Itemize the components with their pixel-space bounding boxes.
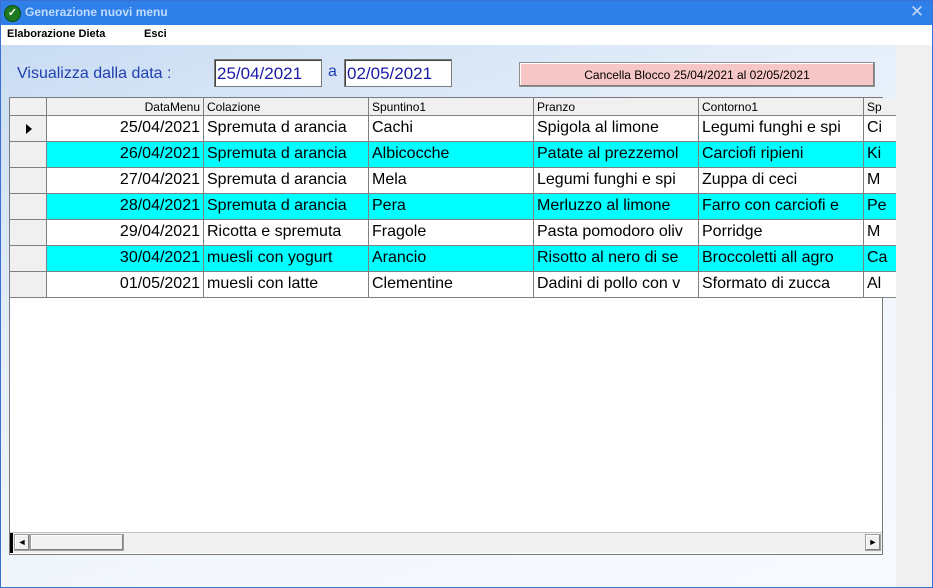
row-selector[interactable]: [10, 220, 47, 246]
table-cell-contorno1[interactable]: Carciofi ripieni: [699, 142, 864, 168]
table-cell-colazione[interactable]: Spremuta d arancia: [204, 116, 369, 142]
table-cell-spuntino1[interactable]: Clementine: [369, 272, 534, 298]
column-header-spuntino2[interactable]: Sp: [864, 98, 904, 116]
table-cell-contorno1[interactable]: Zuppa di ceci: [699, 168, 864, 194]
row-selector[interactable]: [10, 116, 47, 142]
table-cell-contorno1[interactable]: Porridge: [699, 220, 864, 246]
horizontal-scrollbar[interactable]: [10, 532, 882, 553]
table-cell-contorno1[interactable]: Legumi funghi e spi: [699, 116, 864, 142]
row-selector[interactable]: [10, 142, 47, 168]
scrollbar-thumb[interactable]: [30, 534, 124, 551]
table-cell-spuntino2[interactable]: Ci: [864, 116, 904, 142]
table-cell-colazione[interactable]: Ricotta e spremuta: [204, 220, 369, 246]
right-panel-strip: [896, 45, 932, 587]
table-cell-datamenu[interactable]: 25/04/2021: [47, 116, 204, 142]
table-cell-spuntino2[interactable]: Ca: [864, 246, 904, 272]
date-to-field[interactable]: 02/05/2021: [344, 59, 452, 87]
table-cell-spuntino1[interactable]: Cachi: [369, 116, 534, 142]
current-row-arrow-icon: [26, 124, 32, 134]
table-cell-colazione[interactable]: muesli con latte: [204, 272, 369, 298]
table-cell-spuntino2[interactable]: Ki: [864, 142, 904, 168]
table-cell-pranzo[interactable]: Risotto al nero di se: [534, 246, 699, 272]
table-cell-spuntino1[interactable]: Fragole: [369, 220, 534, 246]
row-selector[interactable]: [10, 272, 47, 298]
scroll-right-arrow-icon[interactable]: ►: [865, 534, 881, 551]
table-cell-pranzo[interactable]: Patate al prezzemol: [534, 142, 699, 168]
main-panel: [1, 45, 896, 587]
table-cell-pranzo[interactable]: Pasta pomodoro oliv: [534, 220, 699, 246]
table-cell-pranzo[interactable]: Legumi funghi e spi: [534, 168, 699, 194]
table-cell-pranzo[interactable]: Spigola al limone: [534, 116, 699, 142]
row-selector[interactable]: [10, 246, 47, 272]
column-header-contorno1[interactable]: Contorno1: [699, 98, 864, 116]
menu-grid: [9, 97, 888, 555]
row-selector[interactable]: [10, 194, 47, 220]
column-header-spuntino1[interactable]: Spuntino1: [369, 98, 534, 116]
date-from-field[interactable]: 25/04/2021: [214, 59, 322, 87]
scrollbar-edge: [10, 533, 13, 553]
row-selector[interactable]: [10, 168, 47, 194]
table-cell-colazione[interactable]: Spremuta d arancia: [204, 168, 369, 194]
menu-item-elaborazione-dieta[interactable]: Elaborazione Dieta: [7, 28, 106, 40]
table-cell-contorno1[interactable]: Broccoletti all agro: [699, 246, 864, 272]
grid-header-corner[interactable]: [10, 98, 47, 116]
table-cell-spuntino2[interactable]: Al: [864, 272, 904, 298]
close-icon[interactable]: ✕: [909, 2, 925, 21]
table-cell-datamenu[interactable]: 30/04/2021: [47, 246, 204, 272]
table-cell-spuntino1[interactable]: Mela: [369, 168, 534, 194]
column-header-colazione[interactable]: Colazione: [204, 98, 369, 116]
table-cell-datamenu[interactable]: 01/05/2021: [47, 272, 204, 298]
grid-body: [10, 98, 888, 532]
table-cell-datamenu[interactable]: 27/04/2021: [47, 168, 204, 194]
table-cell-spuntino1[interactable]: Pera: [369, 194, 534, 220]
table-cell-colazione[interactable]: Spremuta d arancia: [204, 194, 369, 220]
table-cell-spuntino2[interactable]: Pe: [864, 194, 904, 220]
table-cell-datamenu[interactable]: 29/04/2021: [47, 220, 204, 246]
table-cell-spuntino1[interactable]: Arancio: [369, 246, 534, 272]
table-cell-colazione[interactable]: muesli con yogurt: [204, 246, 369, 272]
date-from-label: Visualizza dalla data :: [17, 65, 172, 82]
menu-item-esci[interactable]: Esci: [144, 28, 167, 40]
table-cell-datamenu[interactable]: 28/04/2021: [47, 194, 204, 220]
column-header-pranzo[interactable]: Pranzo: [534, 98, 699, 116]
table-cell-spuntino2[interactable]: M: [864, 168, 904, 194]
column-header-datamenu[interactable]: DataMenu: [47, 98, 204, 116]
title-bar[interactable]: [1, 1, 932, 25]
checkmark-icon: ✓: [4, 5, 21, 22]
table-cell-colazione[interactable]: Spremuta d arancia: [204, 142, 369, 168]
delete-block-button[interactable]: Cancella Blocco 25/04/2021 al 02/05/2021: [519, 62, 875, 87]
table-cell-datamenu[interactable]: 26/04/2021: [47, 142, 204, 168]
table-cell-pranzo[interactable]: Dadini di pollo con v: [534, 272, 699, 298]
table-cell-spuntino1[interactable]: Albicocche: [369, 142, 534, 168]
table-cell-spuntino2[interactable]: M: [864, 220, 904, 246]
table-cell-contorno1[interactable]: Farro con carciofi e: [699, 194, 864, 220]
table-cell-contorno1[interactable]: Sformato di zucca: [699, 272, 864, 298]
window-title: Generazione nuovi menu: [25, 5, 168, 19]
menu-bar: [1, 25, 932, 45]
table-cell-pranzo[interactable]: Merluzzo al limone: [534, 194, 699, 220]
scroll-left-arrow-icon[interactable]: ◄: [14, 534, 30, 551]
date-to-label: a: [328, 63, 337, 80]
